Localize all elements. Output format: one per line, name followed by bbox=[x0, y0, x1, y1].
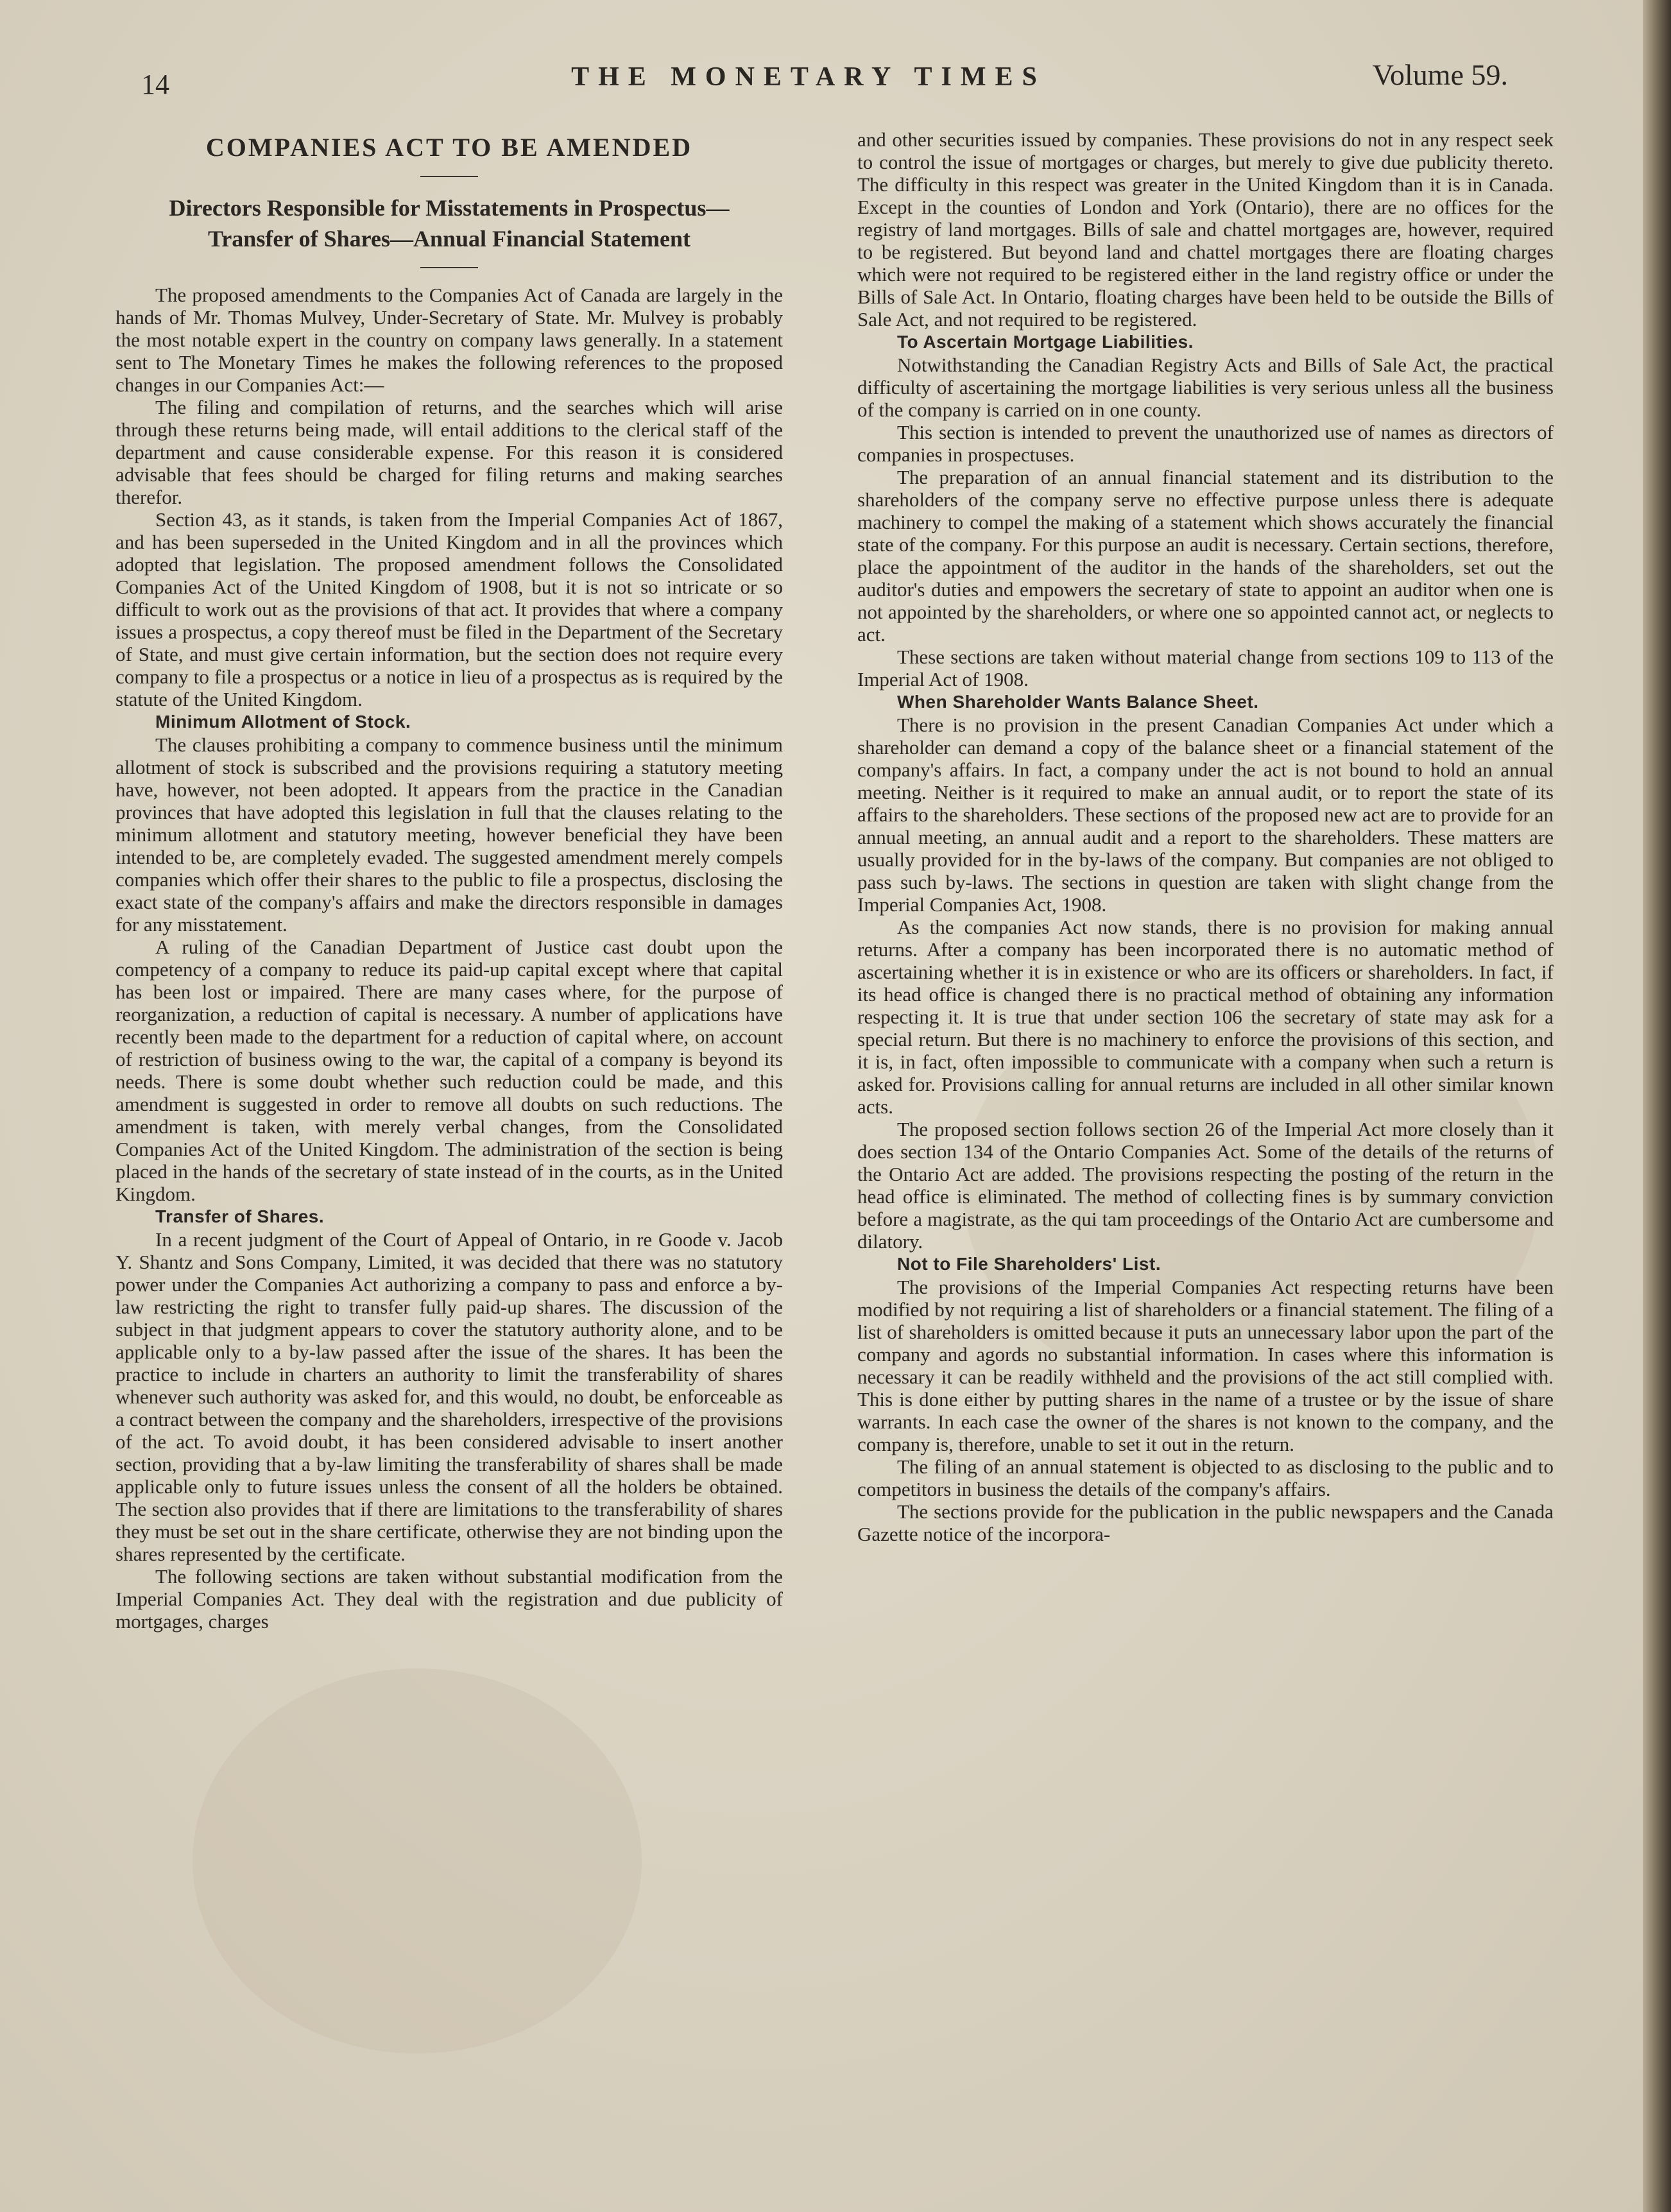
paragraph: As the companies Act now stands, there is no provision for making annual returns. After a company has been incorporated there is no automatic method of ascertaining whether it is in existence or who are its officers or shareholders. In fact, if its head office is changed there is no practical method of obtaining any information respecting it. It is true that under section 106 the secretary of state may ask for a special return. But there is no machinery to enforce the provisions of this section, and it is, in fact, often impossible to communicate with a company when such a return is asked for. Provisions calling for annual returns are included in all other similar known acts. bbox=[857, 916, 1554, 1118]
paper-stain bbox=[193, 1668, 642, 2053]
left-column bbox=[116, 128, 783, 1633]
paragraph: There is no provision in the present Canadian Companies Act under which a shareholder can demand a copy of the balance sheet or a financial statement of the company's affairs. In fact, a company under the act is not bound to hold an annual meeting. Neither is it required to make an annual audit, or to report the state of its affairs to the shareholders. These sections of the proposed new act are to provide for an annual meeting, an annual audit and a report to the shareholders. These matters are usually provided for in the by-laws of the company. But companies are not obliged to pass such by-laws. The sections in question are taken with slight change from the Imperial Companies Act, 1908. bbox=[857, 714, 1554, 916]
paragraph: The following sections are taken without substantial modification from the Imperial Companies Act. They deal with the registration and due publicity of mortgages, charges bbox=[116, 1565, 783, 1633]
section-heading: Not to File Shareholders' List. bbox=[897, 1254, 1161, 1274]
volume-label: Volume 59. bbox=[1372, 58, 1508, 91]
article-subtitle-line1: Directors Responsible for Misstatements in Prospectus— bbox=[169, 195, 730, 221]
paragraph: This section is intended to prevent the unauthorized use of names as directors of companies in prospectuses. bbox=[857, 421, 1554, 466]
paragraph: The clauses prohibiting a company to commence business until the minimum allotment of stock is subscribed and the provisions requiring a statutory meeting have, however, not been adopted. It appears from the practice in the Canadian provinces that have adopted this legislation in full that the clauses relating to the minimum allotment and statutory meeting, however beneficial they have been intended to be, are completely evaded. The suggested amendment merely compels companies which offer their shares to the public to file a prospectus, disclosing the exact state of the company's affairs and make the directors responsible in damages for any misstatement. bbox=[116, 733, 783, 936]
section-heading: When Shareholder Wants Balance Sheet. bbox=[897, 692, 1259, 712]
subtitle-rule bbox=[420, 267, 478, 268]
title-rule bbox=[420, 176, 478, 177]
section-heading: Transfer of Shares. bbox=[155, 1206, 325, 1226]
section-heading: Minimum Allotment of Stock. bbox=[155, 712, 411, 732]
paragraph: A ruling of the Canadian Department of Justice cast doubt upon the competency of a company to reduce its paid-up capital except where that capital has been lost or impaired. There are many cases where, for the purpose of reorganization, a reduction of capital is necessary. A number of applications have recently been made to the department for a reduction of capital where, on account of restriction of business owing to the war, the capital of a company is beyond its needs. There is some doubt whether such reduction could be made, and this amendment is suggested in order to remove all doubts on such reductions. The amendment is taken, with merely verbal changes, from the Consolidated Companies Act of the United Kingdom. The administration of the section is being placed in the hands of the secretary of state instead of in the courts, as in the United Kingdom. bbox=[116, 936, 783, 1205]
paragraph: The filing and compilation of returns, and the searches which will arise through these returns being made, will entail additions to the clerical staff of the department and cause considerable expense. For this reason it is considered advisable that fees should be charged for filing returns and making searches therefor. bbox=[116, 396, 783, 508]
article-subtitle-line2: Transfer of Shares—Annual Financial Statement bbox=[207, 226, 691, 252]
paragraph: Notwithstanding the Canadian Registry Acts and Bills of Sale Act, the practical difficulty of ascertaining the mortgage liabilities is very serious unless all the business of the company is carried on in one county. bbox=[857, 354, 1554, 421]
page-number: 14 bbox=[141, 69, 169, 100]
paragraph: Section 43, as it stands, is taken from the Imperial Companies Act of 1867, and has been superseded in the United Kingdom and in all the provinces which adopted that legislation. The proposed amendment follows the Consolidated Companies Act of the United Kingdom of 1908, but it is not so intricate or so difficult to work out as the provisions of that act. It provides that where a company issues a prospectus, a copy thereof must be filed in the Department of the Secretary of State, and must give certain information, but the section does not require every company to file a prospectus or a notice in lieu of a prospectus as is required by the statute of the United Kingdom. bbox=[116, 508, 783, 710]
paragraph: The filing of an annual statement is objected to as disclosing to the public and to competitors in business the details of the company's affairs. bbox=[857, 1455, 1554, 1500]
paragraph: and other securities issued by companies. These provisions do not in any respect seek to control the issue of mortgages or charges, but merely to give due publicity thereto. The difficulty in this respect was greater in the United Kingdom than it is in Canada. Except in the counties of London and York (Ontario), there are no offices for the registry of land mortgages. Bills of sale and chattel mortgages are, however, required to be registered. But beyond land and chattel mortgages there are floating charges which were not required to be registered either in the land registry office or under the Bills of Sale Act. In Ontario, floating charges have been held to be outside the Bills of Sale Act, and not required to be registered. bbox=[857, 128, 1554, 330]
paragraph: In a recent judgment of the Court of Appeal of Ontario, in re Goode v. Jacob Y. Shantz and Sons Company, Limited, it was decided that there was no statutory power under the Companies Act authorizing a company to pass and enforce a by-law restricting the right to transfer fully paid-up shares. The discussion of the subject in that judgment appears to cover the statutory authority alone, and to be applicable only to a by-law passed after the issue of the shares. It has been the practice to include in charters an authority to limit the transferability of shares whenever such authority was asked for, and this would, no doubt, be enforceable as a contract between the company and the shareholders, irrespective of the provisions of the act. To avoid doubt, it has been considered advisable to insert another section, providing that a by-law limiting the transferability of shares shall be made applicable only to future issues unless the consent of all the holders be obtained. The section also provides that if there are limitations to the transferability of shares they must be set out in the share certificate, otherwise they are not binding upon the shares represented by the certificate. bbox=[116, 1228, 783, 1565]
article-title: COMPANIES ACT TO BE AMENDED bbox=[205, 133, 693, 162]
section-heading: To Ascertain Mortgage Liabilities. bbox=[897, 332, 1194, 352]
paragraph: These sections are taken without material change from sections 109 to 113 of the Imperial Act of 1908. bbox=[857, 646, 1554, 690]
paragraph: The proposed amendments to the Companies Act of Canada are largely in the hands of Mr. Thomas Mulvey, Under-Secretary of State. Mr. Mulvey is probably the most notable expert in the country on company laws generally. In a statement sent to The Monetary Times he makes the following references to the proposed changes in our Companies Act:— bbox=[116, 284, 783, 396]
binding-edge bbox=[1643, 0, 1671, 2212]
paragraph: The provisions of the Imperial Companies Act respecting returns have been modified by not requiring a list of shareholders or a financial statement. The filing of a list of shareholders is omitted because it puts an unnecessary labor upon the part of the company and agords no substantial information. In cases where this information is necessary it can be readily withheld and the provisions of the act still complied with. This is done either by putting shares in the name of a trustee or by the issue of share warrants. In each case the owner of the shares is not known to the company, and the company is, therefore, unable to set it out in the return. bbox=[857, 1276, 1554, 1455]
paragraph: The proposed section follows section 26 of the Imperial Act more closely than it does section 134 of the Ontario Companies Act. Some of the details of the returns of the Ontario Act are added. The provisions respecting the posting of the return in the head office is eliminated. The method of collecting fines is by summary conviction before a magistrate, as the qui tam proceedings of the Ontario Act are cumbersome and dilatory. bbox=[857, 1118, 1554, 1253]
paragraph: The preparation of an annual financial statement and its distribution to the shareholders of the company serve no effective purpose unless there is adequate machinery to compel the making of a statement which shows accurately the financial state of the company. For this purpose an audit is necessary. Certain sections, therefore, place the appointment of the auditor in the hands of the shareholders, set out the auditor's duties and empowers the secretary of state to appoint an auditor when one is not appointed by the shareholders, or where one so appointed cannot act, or neglects to act. bbox=[857, 466, 1554, 646]
right-column bbox=[857, 128, 1554, 1545]
masthead: THE MONETARY TIMES bbox=[571, 62, 1046, 92]
running-head bbox=[0, 56, 1617, 101]
paragraph: The sections provide for the publication in the public newspapers and the Canada Gazette notice of the incorpora- bbox=[857, 1500, 1554, 1545]
